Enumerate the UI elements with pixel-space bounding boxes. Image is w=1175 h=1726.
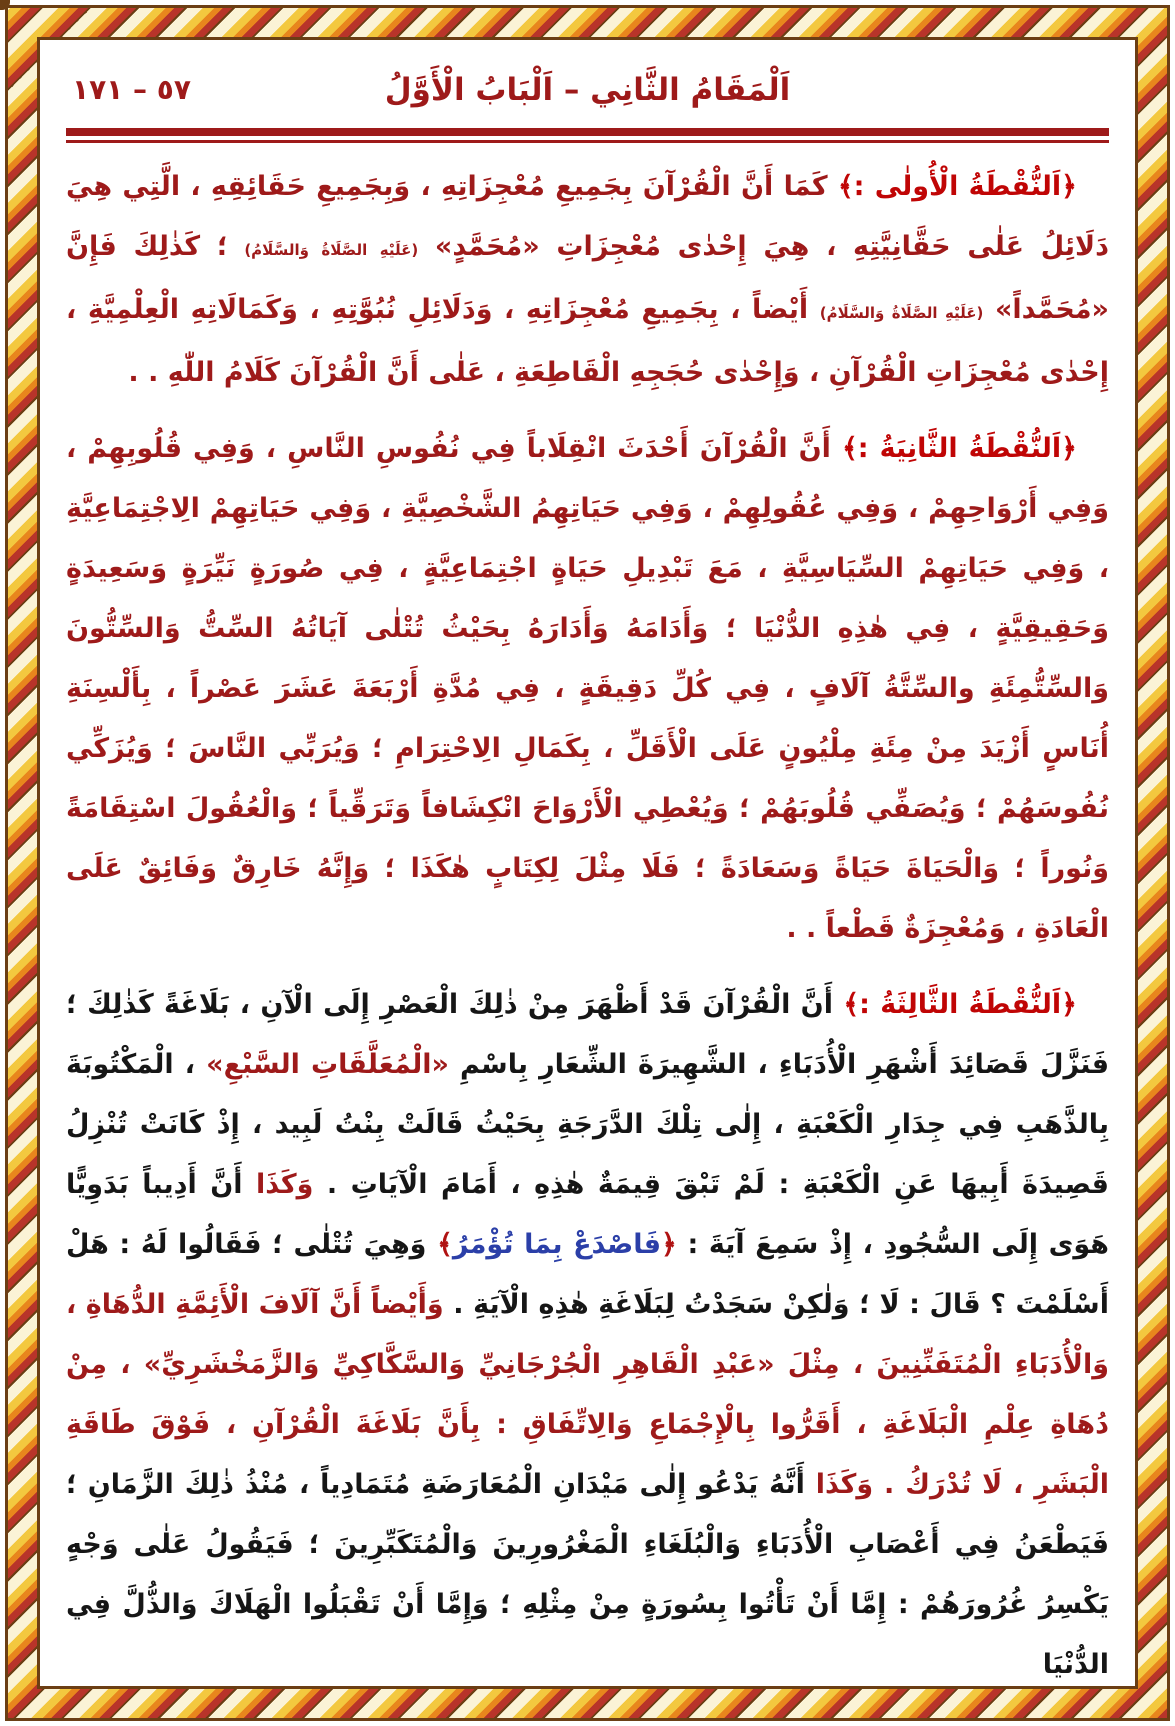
body-black-text: وَهِيَ تُتْلٰى ؛ فَقَالُوا لَهُ : هَلْ أَسْلَمْتَ ؟ قَالَ : لَا ؛ وَلٰكِنْ سَجَدْتُ لِبَلَاغَةِ هٰذِهِ الْآيَةِ . (66, 1229, 1109, 1320)
paragraph-second-point (66, 419, 1109, 959)
page-header (66, 58, 1109, 122)
body-black-text: أَنَّ أَدِيباً بَدَوِيًّا هَوَى إِلَى السُّجُودِ ، إِذْ سَمِعَ آيَةَ : (66, 1169, 1109, 1260)
section-marker: ﴿اَلنُّقْطَةُ الثَّالِثَةُ :﴾ (833, 989, 1077, 1020)
divider-thick-line (66, 128, 1109, 136)
body-black-text: أَنَّهُ يَدْعُو إِلٰى مَيْدَانِ الْمُعَارَضَةِ مُتَمَادِياً ، مُنْذُ ذٰلِكَ الزَّمَانِ ؛ فَيَطْعَنُ فِي أَعْصَابِ الْأُدَبَاءِ وَالْبُلَغَاءِ الْمَغْرُورِينَ وَالْمُتَكَبِّرِينَ ؛ فَيَقُولُ عَلٰى وَجْهٍ يَكْسِرُ غُرُورَهُمْ : إِمَّا أَنْ تَأْتُوا بِسُورَةٍ مِنْ مِثْلِهِ ؛ وَإِمَّا أَنْ تَقْبَلُوا الْهَلَاكَ وَالذُّلَّ فِي الدُّنْيَا (66, 1469, 1109, 1680)
honorific: (عَلَيْهِ الصَّلَاةُ وَالسَّلَامُ) (819, 304, 984, 322)
body-red-text: أَنَّ الْقُرْآنَ أَحْدَثَ انْقِلَاباً فِي نُفُوسِ النَّاسِ ، وَفِي قُلُوبِهِمْ ، وَفِي أَرْوَاحِهِمْ ، وَفِي عُقُولِهِمْ ، وَفِي حَيَاتِهِمُ الشَّخْصِيَّةِ ، وَفِي حَيَاتِهِمْ الِاجْتِمَاعِيَّةِ ، وَفِي حَيَاتِهِمْ السِّيَاسِيَّةِ ، مَعَ تَبْدِيلِ حَيَاةٍ اجْتِمَاعِيَّةٍ ، فِي صُورَةٍ نَيِّرَةٍ وَسَعِيدَةٍ وَحَقِيقِيَّةٍ ، فِي هٰذِهِ الدُّنْيَا ؛ وَأَدَامَهُ وَأَدَارَهُ بِحَيْثُ تُتْلٰى آيَاتُهُ السِّتُّ وَالسِّتُّونَ وَالسِّتُّمِئَةِ والسِّتَّةُ آلَافٍ ، فِي كُلِّ دَقِيقَةٍ ، فِي مُدَّةِ أَرْبَعَةَ عَشَرَ عَصْراً ، بِأَلْسِنَةِ أُنَاسٍ أَزْيَدَ مِنْ مِئَةِ مِلْيُونٍ عَلَى الْأَقَلِّ ، بِكَمَالِ الِاحْتِرَامِ ؛ وَيُرَبِّي النَّاسَ ؛ وَيُزَكِّي نُفُوسَهُمْ ؛ وَيُصَفِّي قُلُوبَهُمْ ؛ وَيُعْطِي الْأَرْوَاحَ انْكِشَافاً وَتَرَقِّياً ؛ وَالْعُقُولَ اسْتِقَامَةً وَنُوراً ؛ وَالْحَيَاةَ حَيَاةً وَسَعَادَةً ؛ فَلَا مِثْلَ لِكِتَابٍ هٰكَذَا ؛ وَإِنَّهُ خَارِقٌ وَفَائِقٌ عَلَى الْعَادَةِ ، وَمُعْجِزَةٌ قَطْعاً . . (66, 433, 1109, 944)
body-black-text: ، الْمَكْتُوبَةَ بِالذَّهَبِ فِي جِدَارِ الْكَعْبَةِ ، إِلٰى تِلْكَ الدَّرَجَةِ بِحَيْثُ قَالَتْ بِنْتُ لَبِيد ، إِذْ كَانَتْ تُنْزِلُ قَصِيدَةَ أَبِيهَا عَنِ الْكَعْبَةِ : لَمْ تَبْقَ قِيمَةٌ هٰذِهِ ، أَمَامَ الْآيَاتِ . (66, 1049, 1109, 1200)
paragraph-first-point (66, 157, 1109, 403)
body-black-text: أَنَّ الْقُرْآنَ قَدْ أَظْهَرَ مِنْ ذٰلِكَ الْعَصْرِ إِلَى الْآنِ ، بَلَاغَةً كَذٰلِكَ ؛ فَنَزَّلَ قَصَائِدَ أَشْهَرِ الْأُدَبَاءِ ، الشَّهِيرَةَ الشِّعَارِ بِاسْمِ (66, 989, 1110, 1080)
body-red-text: كَمَا أَنَّ الْقُرْآنَ بِجَمِيعِ مُعْجِزَاتِهِ ، وَبِجَمِيعِ حَقَائِقِهِ ، الَّتِي هِيَ دَلَائِلُ عَلٰى حَقَّانِيَّتِهِ ، هِيَ إِحْدٰى مُعْجِزَاتِ «مُحَمَّدٍ» (66, 171, 1109, 262)
header-divider (66, 128, 1109, 143)
quran-open-bracket: ﴿ (661, 1229, 677, 1260)
emphasis-red: وَأَيْضاً أَنَّ آلَافَ الْأَئِمَّةِ الدُّهَاةِ ، وَالْأُدَبَاءِ الْمُتَفَنِّنِينَ ، مِثْلَ «عَبْدِ الْقَاهِرِ الْجُرْجَانِيِّ وَالسَّكَّاكِيِّ وَالزَّمَخْشَرِيِّ» ، مِنْ دُهَاةِ عِلْمِ الْبَلَاغَةِ ، أَقَرُّوا بِالْإِجْمَاعِ وَالِاتِّفَاقِ : بِأَنَّ بَلَاغَةَ الْقُرْآنِ ، فَوْقَ طَاقَةِ الْبَشَرِ ، لَا تُدْرَكُ . وَكَذَا (66, 1289, 1109, 1500)
emphasis-red: «الْمُعَلَّقَاتِ السَّبْعِ» (206, 1049, 449, 1080)
body-red-text: أَيْضاً ، بِجَمِيعِ مُعْجِزَاتِهِ ، وَدَلَائِلِ نُبُوَّتِهِ ، وَكَمَالَاتِهِ الْعِلْمِيَّةِ ، إِحْدٰى مُعْجِزَاتِ الْقُرْآنِ ، وَإِحْدٰى حُجَجِهِ الْقَاطِعَةِ ، عَلٰى أَنَّ الْقُرْآنَ كَلَامُ اللّٰهِ . . (66, 294, 1109, 388)
page-title: اَلْمَقَامُ الثَّانِي – اَلْبَابُ الْأَوَّلُ (384, 72, 791, 108)
paragraph-third-point (66, 975, 1109, 1695)
emphasis-red: وَكَذَا (242, 1169, 314, 1200)
section-marker: ﴿اَلنُّقْطَةُ الْأُولٰى :﴾ (827, 171, 1077, 202)
honorific: (عَلَيْهِ الصَّلَاةُ وَالسَّلَامُ) (244, 241, 419, 259)
body-red-text: ؛ كَذٰلِكَ فَإِنَّ «مُحَمَّداً» (66, 231, 1109, 325)
page-numbers: ٥٧ – ١٧١ (72, 73, 191, 106)
quran-close-bracket: ﴾ (437, 1229, 453, 1260)
section-marker: ﴿اَلنُّقْطَةُ الثَّانِيَةُ :﴾ (830, 433, 1077, 464)
quran-quote: فَاصْدَعْ بِمَا تُؤْمَرُ (452, 1229, 662, 1260)
page-content (37, 37, 1138, 1689)
divider-thin-line (66, 140, 1109, 143)
body-text (66, 157, 1109, 1695)
